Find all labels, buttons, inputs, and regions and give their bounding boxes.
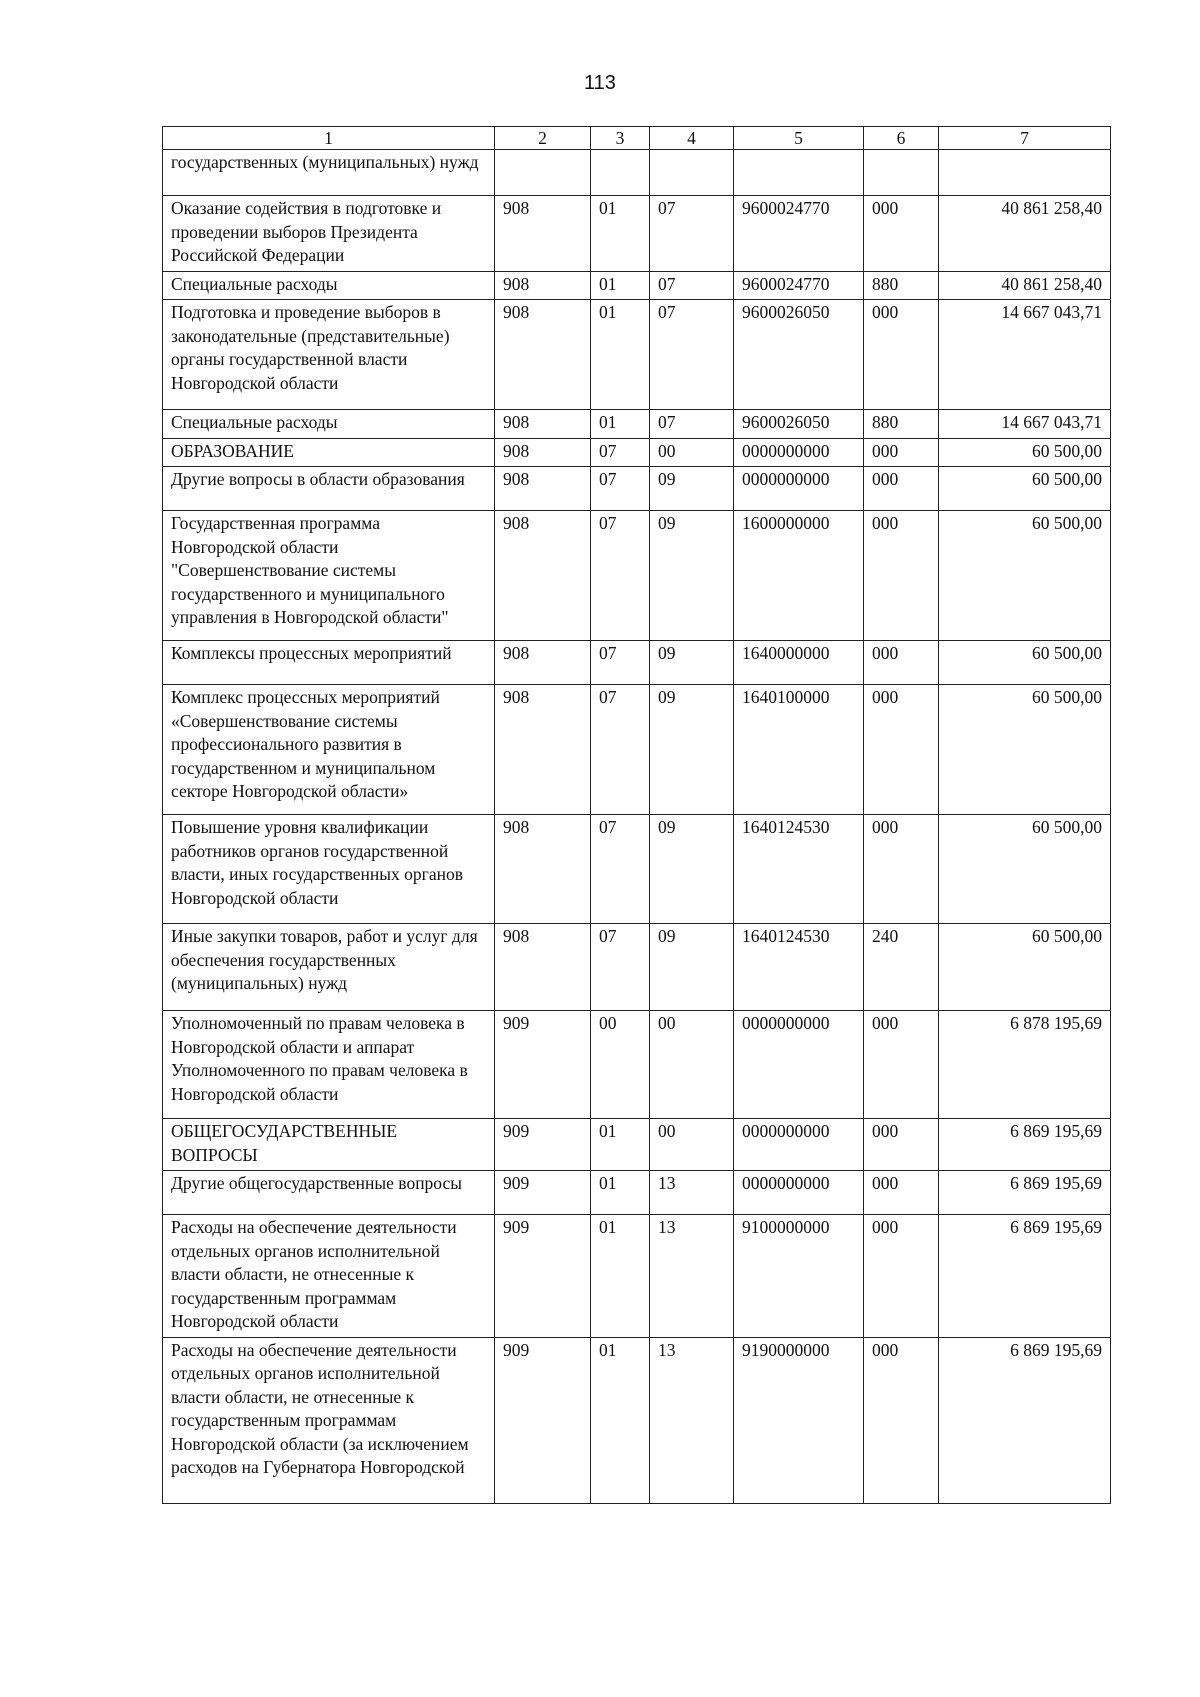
- row-name: Специальные расходы: [163, 410, 495, 439]
- code-ministry: 909: [495, 1011, 591, 1119]
- row-amount: 6 869 195,69: [939, 1171, 1111, 1215]
- code-subsection: 09: [650, 511, 734, 641]
- table-row: [163, 1171, 1111, 1215]
- row-amount: 60 500,00: [939, 924, 1111, 1011]
- code-expense-type: 000: [864, 1215, 939, 1338]
- header-cell: 1: [163, 127, 495, 150]
- row-amount: [939, 150, 1111, 196]
- table-row: [163, 815, 1111, 924]
- code-ministry: 909: [495, 1119, 591, 1171]
- row-amount: 60 500,00: [939, 511, 1111, 641]
- row-amount: 6 869 195,69: [939, 1119, 1111, 1171]
- code-section: 01: [591, 196, 650, 272]
- row-amount: 14 667 043,71: [939, 410, 1111, 439]
- row-name: Другие общегосударственные вопросы: [163, 1171, 495, 1215]
- code-section: 01: [591, 410, 650, 439]
- code-ministry: 908: [495, 438, 591, 467]
- row-name: Оказание содействия в подготовке и проведении выборов Президента Российской Федерации: [163, 196, 495, 272]
- row-amount: 40 861 258,40: [939, 196, 1111, 272]
- code-target: 1640100000: [734, 685, 864, 815]
- code-ministry: 909: [495, 1337, 591, 1503]
- code-subsection: 13: [650, 1337, 734, 1503]
- code-target: 9600026050: [734, 300, 864, 410]
- code-section: 07: [591, 438, 650, 467]
- row-name: Специальные расходы: [163, 271, 495, 300]
- code-section: 07: [591, 511, 650, 641]
- code-section: 07: [591, 815, 650, 924]
- code-section: [591, 150, 650, 196]
- row-amount: 60 500,00: [939, 685, 1111, 815]
- code-ministry: 908: [495, 641, 591, 685]
- code-target: 0000000000: [734, 1171, 864, 1215]
- code-subsection: 13: [650, 1171, 734, 1215]
- row-name: Уполномоченный по правам человека в Новгородской области и аппарат Уполномоченного по правам человека в Новгородской области: [163, 1011, 495, 1119]
- code-expense-type: 000: [864, 1171, 939, 1215]
- budget-table: [162, 126, 1111, 1504]
- code-ministry: 908: [495, 300, 591, 410]
- table-row: [163, 511, 1111, 641]
- row-amount: 6 869 195,69: [939, 1337, 1111, 1503]
- code-section: 01: [591, 1337, 650, 1503]
- code-target: 9100000000: [734, 1215, 864, 1338]
- table-row: [163, 410, 1111, 439]
- code-ministry: 908: [495, 196, 591, 272]
- code-expense-type: 000: [864, 438, 939, 467]
- code-subsection: 07: [650, 300, 734, 410]
- code-section: 01: [591, 1171, 650, 1215]
- code-ministry: [495, 150, 591, 196]
- row-amount: 6 878 195,69: [939, 1011, 1111, 1119]
- code-section: 01: [591, 300, 650, 410]
- header-cell: 5: [734, 127, 864, 150]
- code-subsection: 07: [650, 196, 734, 272]
- code-subsection: 00: [650, 1119, 734, 1171]
- code-subsection: 09: [650, 641, 734, 685]
- table-row: [163, 300, 1111, 410]
- code-section: 01: [591, 271, 650, 300]
- code-subsection: 09: [650, 924, 734, 1011]
- code-subsection: 13: [650, 1215, 734, 1338]
- table-row: [163, 1337, 1111, 1503]
- code-subsection: 07: [650, 410, 734, 439]
- row-amount: 60 500,00: [939, 815, 1111, 924]
- row-name: Расходы на обеспечение деятельности отдельных органов исполнительной власти области, не отнесенные к государственным программам Новгородской области: [163, 1215, 495, 1338]
- code-target: 0000000000: [734, 1119, 864, 1171]
- code-expense-type: 000: [864, 815, 939, 924]
- code-expense-type: 000: [864, 196, 939, 272]
- code-expense-type: 240: [864, 924, 939, 1011]
- code-subsection: 07: [650, 271, 734, 300]
- code-expense-type: 000: [864, 1119, 939, 1171]
- code-target: 9600024770: [734, 271, 864, 300]
- code-target: 1640000000: [734, 641, 864, 685]
- code-target: 9600026050: [734, 410, 864, 439]
- table-row: [163, 1011, 1111, 1119]
- code-section: 07: [591, 685, 650, 815]
- row-amount: 60 500,00: [939, 641, 1111, 685]
- code-subsection: 09: [650, 467, 734, 511]
- code-target: 9190000000: [734, 1337, 864, 1503]
- code-expense-type: 000: [864, 1337, 939, 1503]
- code-section: 07: [591, 641, 650, 685]
- code-target: 1640124530: [734, 924, 864, 1011]
- code-expense-type: 000: [864, 1011, 939, 1119]
- code-expense-type: 000: [864, 685, 939, 815]
- code-subsection: 09: [650, 815, 734, 924]
- row-name: Иные закупки товаров, работ и услуг для обеспечения государственных (муниципальных) нужд: [163, 924, 495, 1011]
- table-row: [163, 196, 1111, 272]
- row-name: Государственная программа Новгородской области "Совершенствование системы государственного и муниципального управления в Новгородской области": [163, 511, 495, 641]
- row-name: ОБРАЗОВАНИЕ: [163, 438, 495, 467]
- table-row: [163, 1119, 1111, 1171]
- code-expense-type: 000: [864, 511, 939, 641]
- row-name: Комплекс процессных мероприятий «Совершенствование системы профессионального развития в государственном и муниципальном секторе Новгородской области»: [163, 685, 495, 815]
- code-section: 01: [591, 1119, 650, 1171]
- code-section: 00: [591, 1011, 650, 1119]
- code-expense-type: 000: [864, 300, 939, 410]
- table-row: [163, 1215, 1111, 1338]
- code-target: 1640124530: [734, 815, 864, 924]
- code-section: 07: [591, 924, 650, 1011]
- code-ministry: 908: [495, 467, 591, 511]
- row-name: Повышение уровня квалификации работников органов государственной власти, иных государственных органов Новгородской области: [163, 815, 495, 924]
- code-expense-type: 000: [864, 641, 939, 685]
- table-row: [163, 641, 1111, 685]
- code-ministry: 908: [495, 685, 591, 815]
- table-row: [163, 150, 1111, 196]
- code-subsection: 00: [650, 438, 734, 467]
- code-target: 0000000000: [734, 467, 864, 511]
- row-name: ОБЩЕГОСУДАРСТВЕННЫЕ ВОПРОСЫ: [163, 1119, 495, 1171]
- table-header-row: [163, 127, 1111, 150]
- table-row: [163, 924, 1111, 1011]
- code-subsection: 09: [650, 685, 734, 815]
- table-row: [163, 438, 1111, 467]
- header-cell: 2: [495, 127, 591, 150]
- code-target: 9600024770: [734, 196, 864, 272]
- header-cell: 3: [591, 127, 650, 150]
- code-target: 1600000000: [734, 511, 864, 641]
- code-subsection: [650, 150, 734, 196]
- code-expense-type: 880: [864, 410, 939, 439]
- row-amount: 14 667 043,71: [939, 300, 1111, 410]
- code-section: 01: [591, 1215, 650, 1338]
- row-name: Подготовка и проведение выборов в законодательные (представительные) органы государственной власти Новгородской области: [163, 300, 495, 410]
- table-row: [163, 685, 1111, 815]
- code-ministry: 908: [495, 511, 591, 641]
- code-expense-type: [864, 150, 939, 196]
- row-amount: 6 869 195,69: [939, 1215, 1111, 1338]
- code-target: 0000000000: [734, 438, 864, 467]
- code-target: [734, 150, 864, 196]
- code-ministry: 909: [495, 1215, 591, 1338]
- code-section: 07: [591, 467, 650, 511]
- page-number: 113: [584, 72, 616, 94]
- row-name: Расходы на обеспечение деятельности отдельных органов исполнительной власти области, не отнесенные к государственным программам Новгородской области (за исключением расходов на Губернатора Новгородской: [163, 1337, 495, 1503]
- code-subsection: 00: [650, 1011, 734, 1119]
- row-name: Другие вопросы в области образования: [163, 467, 495, 511]
- header-cell: 6: [864, 127, 939, 150]
- code-ministry: 908: [495, 924, 591, 1011]
- code-expense-type: 880: [864, 271, 939, 300]
- row-amount: 60 500,00: [939, 467, 1111, 511]
- code-ministry: 909: [495, 1171, 591, 1215]
- row-name: государственных (муниципальных) нужд: [163, 150, 495, 196]
- table-row: [163, 271, 1111, 300]
- code-ministry: 908: [495, 271, 591, 300]
- code-ministry: 908: [495, 815, 591, 924]
- table-row: [163, 467, 1111, 511]
- code-ministry: 908: [495, 410, 591, 439]
- row-amount: 60 500,00: [939, 438, 1111, 467]
- header-cell: 4: [650, 127, 734, 150]
- code-target: 0000000000: [734, 1011, 864, 1119]
- row-amount: 40 861 258,40: [939, 271, 1111, 300]
- code-expense-type: 000: [864, 467, 939, 511]
- header-cell: 7: [939, 127, 1111, 150]
- row-name: Комплексы процессных мероприятий: [163, 641, 495, 685]
